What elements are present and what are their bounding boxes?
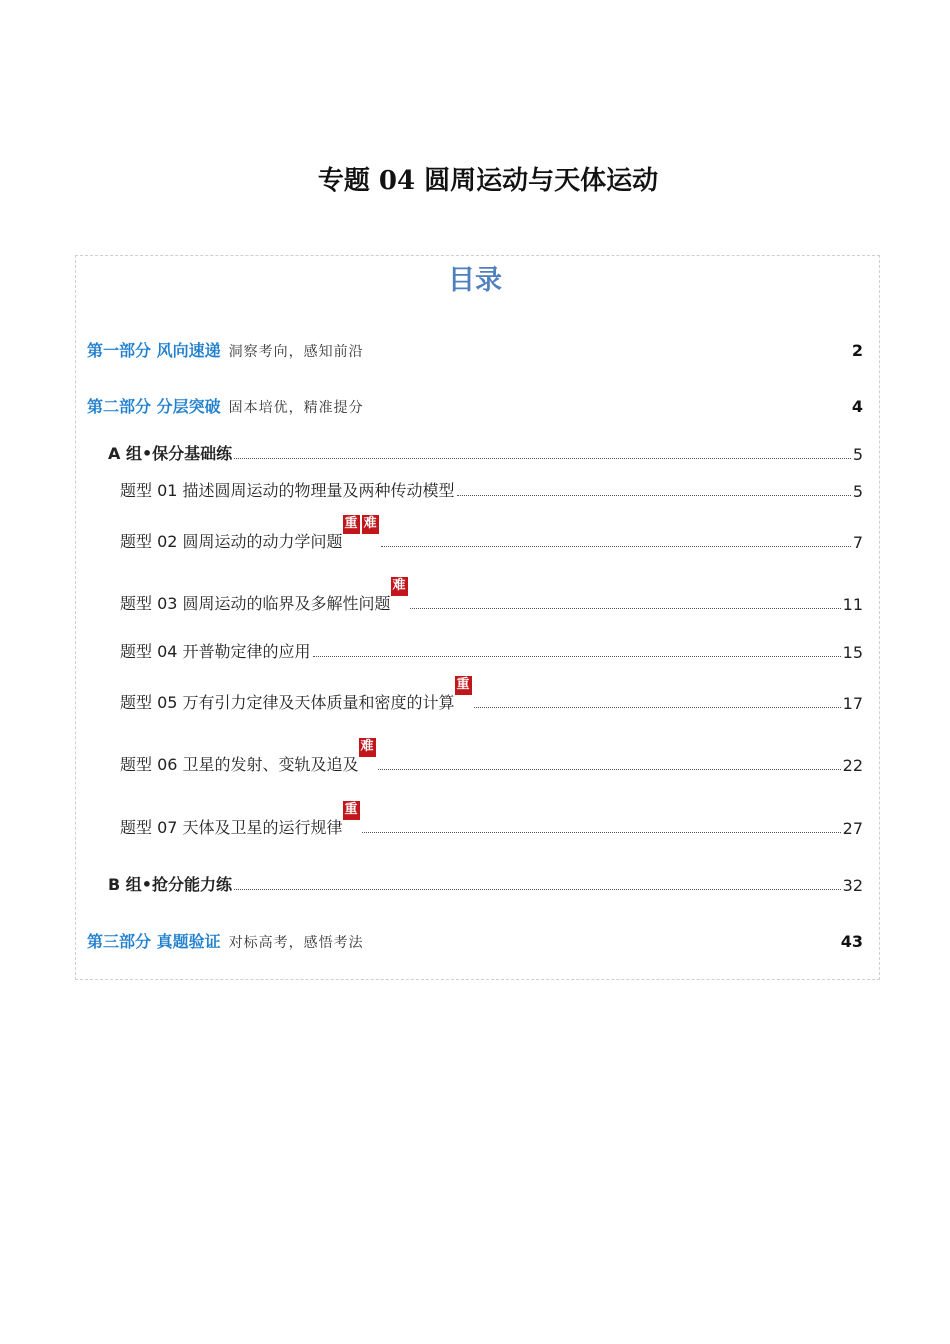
toc-type-04[interactable] [120,639,863,662]
group-page-number: 5 [852,445,863,464]
type-label: 题型 01 描述圆周运动的物理量及两种传动模型 [120,481,455,500]
badge-difficult: 难 [391,577,408,596]
type-page-number: 27 [842,819,863,838]
type-label: 题型 02 圆周运动的动力学问题 [120,532,343,551]
badge-important: 重 [343,515,360,534]
toc-type-02[interactable] [120,516,863,552]
type-page-number: 22 [842,756,863,775]
type-page-number: 11 [842,595,863,614]
part-page-number: 43 [840,932,863,951]
dot-leader [234,889,841,890]
toc-type-07[interactable] [120,802,863,838]
part-name: 第二部分 分层突破 [87,397,221,416]
badge-important: 重 [343,801,360,820]
part-page-number: 2 [851,341,863,360]
toc-heading: 目录 [448,265,502,296]
dot-leader [410,608,841,609]
dot-leader [234,458,851,459]
dot-leader [381,546,851,547]
badge-group [343,515,379,534]
type-label: 题型 04 开普勒定律的应用 [120,642,311,661]
type-page-number: 17 [842,694,863,713]
group-label: A 组•保分基础练 [108,444,233,463]
dot-leader [378,769,841,770]
toc-type-03[interactable] [120,578,863,614]
badge-difficult: 难 [362,515,379,534]
toc-part-1[interactable] [87,338,863,361]
part-page-number: 4 [851,397,863,416]
group-label: B 组•抢分能力练 [108,875,232,894]
type-label: 题型 06 卫星的发射、变轨及追及 [120,755,359,774]
part-name: 第一部分 风向速递 [87,341,221,360]
toc-type-01[interactable] [120,478,863,501]
badge-group [391,577,408,596]
toc-group-b[interactable] [108,872,863,895]
type-page-number: 5 [852,482,863,501]
toc-part-3[interactable] [87,929,863,952]
type-label: 题型 07 天体及卫星的运行规律 [120,818,343,837]
badge-difficult: 难 [359,738,376,757]
toc-type-06[interactable] [120,739,863,775]
type-label: 题型 03 圆周运动的临界及多解性问题 [120,594,391,613]
part-subtitle: 固本培优，精准提分 [228,400,364,416]
part-name: 第三部分 真题验证 [87,932,221,951]
badge-important: 重 [455,676,472,695]
group-page-number: 32 [842,876,863,895]
toc-group-a[interactable] [108,441,863,464]
toc-type-05[interactable] [120,677,863,713]
dot-leader [457,495,851,496]
toc-part-2[interactable] [87,394,863,417]
dot-leader [474,707,841,708]
part-subtitle: 对标高考，感悟考法 [228,935,364,951]
part-subtitle: 洞察考向，感知前沿 [228,344,364,360]
badge-group [359,738,376,757]
type-label: 题型 05 万有引力定律及天体质量和密度的计算 [120,693,455,712]
type-page-number: 7 [852,533,863,552]
document-title: 专题 04 圆周运动与天体运动 [317,166,659,196]
dot-leader [362,832,841,833]
badge-group [455,676,472,695]
dot-leader [313,656,841,657]
type-page-number: 15 [842,643,863,662]
badge-group [343,801,360,820]
